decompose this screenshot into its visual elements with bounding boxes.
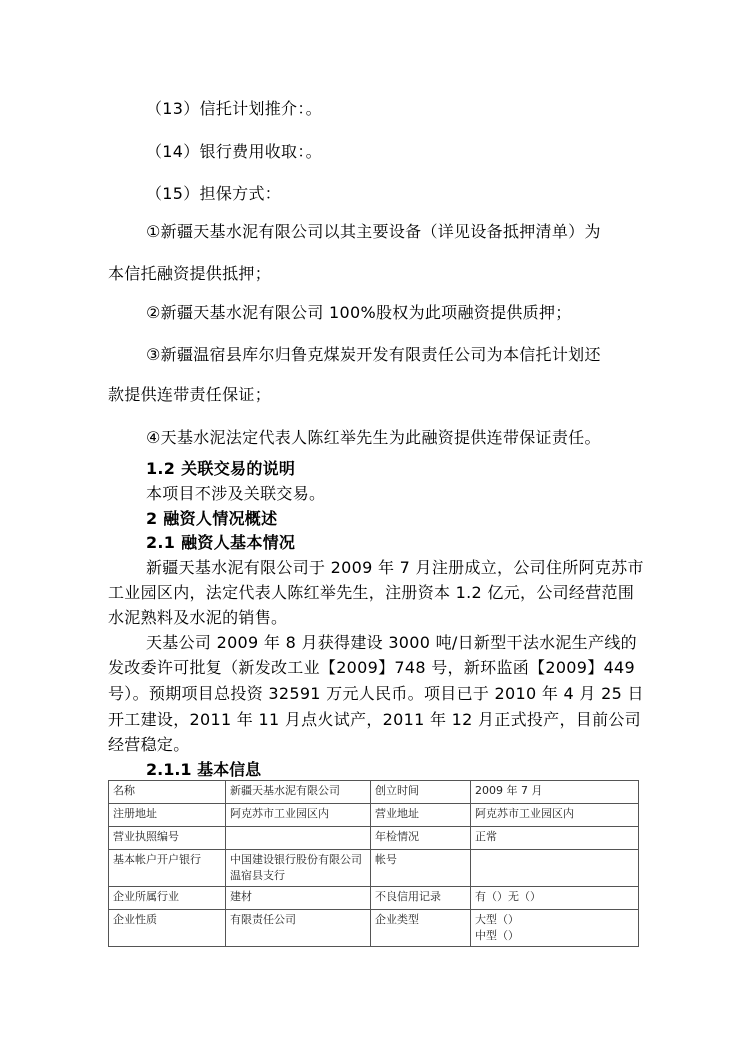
table-cell-label: 企业所属行业 [109,887,226,910]
guarantee-1-line-2: 本信托融资提供抵押； [108,264,272,283]
table-cell-value: 阿克苏市工业园区内 [226,804,371,827]
table-cell-value: 中国建设银行股份有限公司温宿县支行 [226,850,371,887]
table-cell-value: 2009 年 7 月 [471,781,639,804]
table-cell-label: 营业执照编号 [109,827,226,850]
table-cell-value: 新疆天基水泥有限公司 [226,781,371,804]
company-intro-line-2: 工业园区内，法定代表人陈红举先生，注册资本 1.2 亿元，公司经营范围 [108,583,635,602]
table-cell-value [471,850,639,887]
clause-13: （13）信托计划推介：。 [146,99,322,118]
guarantee-1-line-1: ①新疆天基水泥有限公司以其主要设备（详见设备抵押清单）为 [146,222,601,241]
table-cell-value: 阿克苏市工业园区内 [471,804,639,827]
table-cell-label: 不良信用记录 [371,887,471,910]
project-line-3: 号）。预期项目总投资 32591 万元人民币。项目已于 2010 年 4 月 25 日 [108,684,644,703]
project-line-2: 发改委许可批复（新发改工业【2009】748 号，新环监函【2009】449 [108,658,636,677]
table-cell-value: 大型（） 中型（） [471,910,639,947]
clause-15: （15）担保方式： [146,184,282,203]
table-cell-label: 企业类型 [371,910,471,947]
table-row [109,804,639,827]
table-cell-label: 注册地址 [109,804,226,827]
guarantee-3-line-1: ③新疆温宿县库尔归鲁克煤炭开发有限责任公司为本信托计划还 [146,345,601,364]
table-cell-label: 年检情况 [371,827,471,850]
table-row [109,827,639,850]
table-cell-label: 企业性质 [109,910,226,947]
table-cell-label: 名称 [109,781,226,804]
table-row [109,781,639,804]
section-heading-2: 2 融资人情况概述 [146,509,278,528]
table-row [109,850,639,887]
guarantee-2: ②新疆天基水泥有限公司 100%股权为此项融资提供质押； [146,303,572,322]
project-line-4: 开工建设，2011 年 11 月点火试产，2011 年 12 月正式投产，目前公司 [108,710,641,729]
table-row [109,910,639,947]
section-heading-1-2: 1.2 关联交易的说明 [146,459,296,478]
table-cell-label: 营业地址 [371,804,471,827]
project-line-1: 天基公司 2009 年 8 月获得建设 3000 吨/日新型干法水泥生产线的 [146,633,637,652]
table-row [109,887,639,910]
table-cell-label: 创立时间 [371,781,471,804]
table-cell-value: 正常 [471,827,639,850]
section-heading-2-1: 2.1 融资人基本情况 [146,533,296,552]
related-party-text: 本项目不涉及关联交易。 [146,484,326,503]
table-cell-value: 建材 [226,887,371,910]
basic-info-table [108,780,639,947]
table-cell-label: 帐号 [371,850,471,887]
basic-info-heading: 2.1.1 基本信息 [146,760,262,779]
table-cell-label: 基本帐户开户银行 [109,850,226,887]
guarantee-3-line-2: 款提供连带责任保证； [108,385,272,404]
table-cell-value: 有限责任公司 [226,910,371,947]
project-line-5: 经营稳定。 [108,735,190,754]
company-intro-line-3: 水泥熟料及水泥的销售。 [108,608,288,627]
clause-14: （14）银行费用收取：。 [146,142,322,161]
company-intro-line-1: 新疆天基水泥有限公司于 2009 年 7 月注册成立，公司住所阿克苏市 [146,558,644,577]
table-cell-value: 有（）无（） [471,887,639,910]
table-cell-value [226,827,371,850]
guarantee-4: ④天基水泥法定代表人陈红举先生为此融资提供连带保证责任。 [146,428,601,447]
